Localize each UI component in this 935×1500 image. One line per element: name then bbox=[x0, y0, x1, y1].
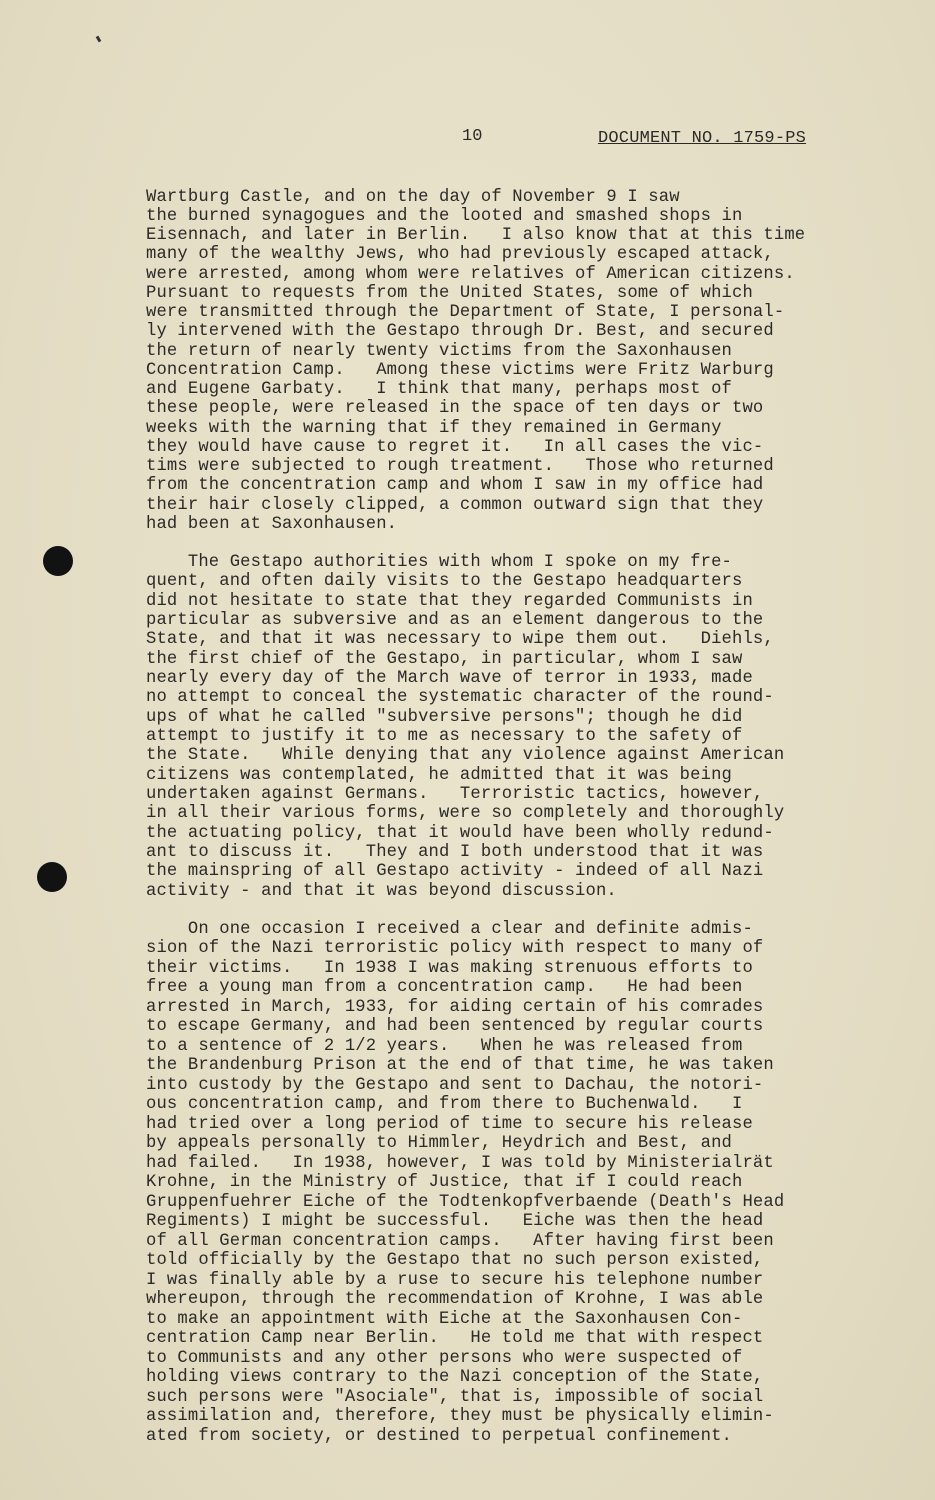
text-line: I was finally able by a ruse to secure his telephone number bbox=[146, 1271, 764, 1290]
text-line: to a sentence of 2 1/2 years. When he was released from bbox=[146, 1037, 743, 1056]
text-line: to Communists and any other persons who were suspected of bbox=[146, 1349, 743, 1368]
text-line: Regiments) I might be successful. Eiche was then the head bbox=[146, 1212, 764, 1231]
text-line: Krohne, in the Ministry of Justice, that if I could reach bbox=[146, 1173, 743, 1192]
punch-hole-top bbox=[43, 546, 73, 576]
text-line: the first chief of the Gestapo, in particular, whom I saw bbox=[146, 650, 743, 669]
text-line: to make an appointment with Eiche at the Saxonhausen Con- bbox=[146, 1310, 743, 1329]
text-line: their hair closely clipped, a common outward sign that they bbox=[146, 496, 764, 515]
text-line: ated from society, or destined to perpetual confinement. bbox=[146, 1427, 732, 1446]
text-line: assimilation and, therefore, they must be physically elimin- bbox=[146, 1407, 774, 1426]
text-line: in all their various forms, were so completely and thoroughly bbox=[146, 804, 785, 823]
text-line: nearly every day of the March wave of terror in 1933, made bbox=[146, 669, 753, 688]
text-line: had been at Saxonhausen. bbox=[146, 515, 398, 534]
page-number: 10 bbox=[462, 127, 483, 146]
text-line: these people, were released in the space of ten days or two bbox=[146, 399, 764, 418]
text-line: citizens was contemplated, he admitted that it was being bbox=[146, 766, 732, 785]
text-line: On one occasion I received a clear and definite admis- bbox=[146, 920, 753, 939]
text-line: Pursuant to requests from the United States, some of which bbox=[146, 284, 753, 303]
punch-hole-bottom bbox=[37, 862, 67, 892]
text-line: from the concentration camp and whom I saw in my office had bbox=[146, 476, 764, 495]
text-line: quent, and often daily visits to the Gestapo headquarters bbox=[146, 572, 743, 591]
text-line: to escape Germany, and had been sentenced by regular courts bbox=[146, 1017, 764, 1036]
text-line: arrested in March, 1933, for aiding certain of his comrades bbox=[146, 998, 764, 1017]
text-line: into custody by the Gestapo and sent to Dachau, the notori- bbox=[146, 1076, 764, 1095]
text-line: told officially by the Gestapo that no such person existed, bbox=[146, 1251, 764, 1270]
text-line: undertaken against Germans. Terroristic tactics, however, bbox=[146, 785, 764, 804]
document-id: DOCUMENT NO. 1759-PS bbox=[598, 129, 807, 148]
text-line: Concentration Camp. Among these victims were Fritz Warburg bbox=[146, 361, 774, 380]
text-line: no attempt to conceal the systematic character of the round- bbox=[146, 688, 774, 707]
text-line: State, and that it was necessary to wipe them out. Diehls, bbox=[146, 630, 774, 649]
text-line: and Eugene Garbaty. I think that many, perhaps most of bbox=[146, 380, 732, 399]
text-line: whereupon, through the recommendation of Krohne, I was able bbox=[146, 1290, 764, 1309]
page-header bbox=[0, 127, 935, 151]
text-line: many of the wealthy Jews, who had previously escaped attack, bbox=[146, 245, 774, 264]
text-line: did not hesitate to state that they regarded Communists in bbox=[146, 592, 753, 611]
text-line: had failed. In 1938, however, I was told by Ministerialrät bbox=[146, 1154, 774, 1173]
text-line: weeks with the warning that if they remained in Germany bbox=[146, 419, 722, 438]
text-line: the actuating policy, that it would have been wholly redund- bbox=[146, 824, 774, 843]
text-line: the return of nearly twenty victims from the Saxonhausen bbox=[146, 342, 732, 361]
text-line: The Gestapo authorities with whom I spoke on my fre- bbox=[146, 553, 732, 572]
text-line: of all German concentration camps. After having first been bbox=[146, 1232, 774, 1251]
text-line: particular as subversive and as an element dangerous to the bbox=[146, 611, 764, 630]
text-line: the Brandenburg Prison at the end of that time, he was taken bbox=[146, 1056, 774, 1075]
text-line: the mainspring of all Gestapo activity - indeed of all Nazi bbox=[146, 862, 764, 881]
text-line: had tried over a long period of time to secure his release bbox=[146, 1115, 753, 1134]
text-line: the burned synagogues and the looted and smashed shops in bbox=[146, 207, 743, 226]
text-line: activity - and that it was beyond discussion. bbox=[146, 882, 617, 901]
text-line: ous concentration camp, and from there to Buchenwald. I bbox=[146, 1095, 743, 1114]
text-line: they would have cause to regret it. In all cases the vic- bbox=[146, 438, 764, 457]
text-line: Eisennach, and later in Berlin. I also know that at this time bbox=[146, 226, 806, 245]
text-line: their victims. In 1938 I was making strenuous efforts to bbox=[146, 959, 753, 978]
text-line: by appeals personally to Himmler, Heydrich and Best, and bbox=[146, 1134, 732, 1153]
text-line: ant to discuss it. They and I both understood that it was bbox=[146, 843, 764, 862]
text-line: centration Camp near Berlin. He told me that with respect bbox=[146, 1329, 764, 1348]
text-line: attempt to justify it to me as necessary to the safety of bbox=[146, 727, 743, 746]
text-line: were transmitted through the Department of State, I personal- bbox=[146, 303, 785, 322]
stray-mark bbox=[96, 36, 102, 43]
text-line: Gruppenfuehrer Eiche of the Todtenkopfverbaende (Death's Head bbox=[146, 1193, 785, 1212]
text-line: ups of what he called "subversive persons"; though he did bbox=[146, 708, 743, 727]
text-line: were arrested, among whom were relatives of American citizens. bbox=[146, 265, 795, 284]
text-line: ly intervened with the Gestapo through Dr. Best, and secured bbox=[146, 322, 774, 341]
text-line: Wartburg Castle, and on the day of November 9 I saw bbox=[146, 188, 680, 207]
text-line: sion of the Nazi terroristic policy with respect to many of bbox=[146, 939, 764, 958]
text-line: free a young man from a concentration camp. He had been bbox=[146, 978, 743, 997]
text-line: tims were subjected to rough treatment. Those who returned bbox=[146, 457, 774, 476]
text-line: such persons were "Asociale", that is, impossible of social bbox=[146, 1388, 764, 1407]
text-line: holding views contrary to the Nazi conception of the State, bbox=[146, 1368, 764, 1387]
text-line: the State. While denying that any violence against American bbox=[146, 746, 785, 765]
